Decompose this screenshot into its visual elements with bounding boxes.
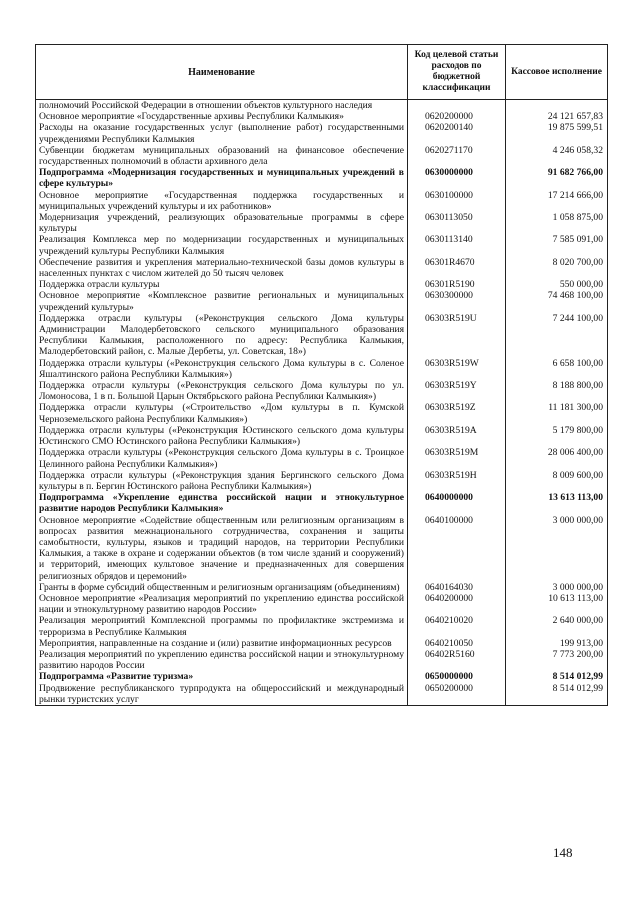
- row-name-cell: Мероприятия, направленные на создание и (или) развитие информационных ресурсов: [36, 638, 408, 649]
- column-header-amount: Кассовое исполнение: [506, 45, 608, 100]
- page-number: 148: [553, 845, 573, 860]
- row-amount-cell: 8 514 012,99: [506, 671, 608, 682]
- table-row: [36, 313, 608, 358]
- budget-execution-table: [35, 44, 608, 706]
- row-name-cell: Реализация Комплекса мер по модернизации государственных и муниципальных учреждений культуры Республики Калмыкия: [36, 234, 408, 256]
- row-name-cell: Поддержка отрасли культуры («Реконструкция Юстинского сельского дома культуры Юстинского СМО Юстинского района Республики Калмыкия»): [36, 425, 408, 447]
- row-name-cell: Поддержка отрасли культуры («Реконструкция сельского Дома культуры в с. Соленое Яшалтинского района Республики Калмыкия»): [36, 358, 408, 380]
- row-code-cell: 06303R519M: [408, 447, 506, 469]
- row-amount-cell: 19 875 599,51: [506, 122, 608, 144]
- row-name-cell: Поддержка отрасли культуры («Реконструкция здания Бергинского сельского Дома культуры в п. Бергин Юстинского района Республики Калмыкия»): [36, 470, 408, 492]
- row-name-cell: Субвенции бюджетам муниципальных образований на финансовое обеспечение государственных полномочий в области архивного дела: [36, 145, 408, 167]
- subprogram-row: [36, 492, 608, 514]
- row-amount-cell: 2 640 000,00: [506, 615, 608, 637]
- row-amount-cell: 4 246 058,32: [506, 145, 608, 167]
- row-code-cell: 06301R5190: [408, 279, 506, 290]
- row-code-cell: 06303R519Z: [408, 402, 506, 424]
- row-code-cell: 0630113140: [408, 234, 506, 256]
- table-row: [36, 425, 608, 447]
- row-amount-cell: 13 613 113,00: [506, 492, 608, 514]
- subprogram-row: [36, 671, 608, 682]
- row-amount-cell: 5 179 800,00: [506, 425, 608, 447]
- row-code-cell: 06303R519H: [408, 470, 506, 492]
- row-name-cell: Реализация мероприятий Комплексной программы по профилактике экстремизма и терроризма в Республике Калмыкия: [36, 615, 408, 637]
- table-row: [36, 234, 608, 256]
- table-row: [36, 582, 608, 593]
- table-row: [36, 615, 608, 637]
- row-name-cell: Подпрограмма «Модернизация государственных и муниципальных учреждений в сфере культуры»: [36, 167, 408, 189]
- column-header-name: Наименование: [36, 45, 408, 100]
- table-header: [36, 45, 608, 100]
- row-amount-cell: 28 006 400,00: [506, 447, 608, 469]
- table-row: [36, 380, 608, 402]
- row-name-cell: Поддержка отрасли культуры («Реконструкция сельского Дома культуры по ул. Ломоносова, 1 в п. Большой Царын Октябрьского района Республики Калмыкия»): [36, 380, 408, 402]
- row-code-cell: 0650200000: [408, 683, 506, 706]
- row-amount-cell: 7 585 091,00: [506, 234, 608, 256]
- row-name-cell: Поддержка отрасли культуры («Реконструкция сельского Дома культуры в с. Троицкое Целинного района Республики Калмыкия»): [36, 447, 408, 469]
- row-code-cell: 06402R5160: [408, 649, 506, 671]
- table-row: [36, 593, 608, 615]
- row-name-cell: Поддержка отрасли культуры («Реконструкция сельского Дома культуры Администрации Малодербетовского сельского муниципального образования Республики Калмыкия, расположенного по адресу: Республика Калмыкия, Малодербетовский район, с. Малые Дербеты, ул. Советская, 18»): [36, 313, 408, 358]
- row-name-cell: Реализация мероприятий по укреплению единства российской нации и этнокультурному развитию народов России: [36, 649, 408, 671]
- table-row: [36, 638, 608, 649]
- row-name-cell: Основное мероприятие «Государственная поддержка государственных и муниципальных учреждений культуры и их работников»: [36, 190, 408, 212]
- row-amount-cell: 1 058 875,00: [506, 212, 608, 234]
- row-amount-cell: 3 000 000,00: [506, 515, 608, 582]
- table-row: [36, 145, 608, 167]
- table-row: [36, 111, 608, 122]
- budget-table-container: [35, 44, 607, 706]
- table-row: [36, 122, 608, 144]
- row-code-cell: 0630113050: [408, 212, 506, 234]
- row-amount-cell: 8 514 012,99: [506, 683, 608, 706]
- table-row: [36, 290, 608, 312]
- table-row: [36, 279, 608, 290]
- row-code-cell: 0620200140: [408, 122, 506, 144]
- row-code-cell: 0630000000: [408, 167, 506, 189]
- row-code-cell: 0650000000: [408, 671, 506, 682]
- row-name-cell: Поддержка отрасли культуры («Строительство «Дом культуры в п. Кумской Черноземельского района Республики Калмыкия»): [36, 402, 408, 424]
- table-row: [36, 402, 608, 424]
- row-amount-cell: 17 214 666,00: [506, 190, 608, 212]
- table-row: [36, 358, 608, 380]
- row-code-cell: 06303R519W: [408, 358, 506, 380]
- row-name-cell: Основное мероприятие «Содействие общественным или религиозным организациям в вопросах развития межнационального сотрудничества, сохранения и защиты самобытности, культуры, языков и традиций народов, на территории Республики Калмыкия, а также в охране и содержании объектов (в том числе зданий и сооружений) и территорий, имеющих культовое значение и предназначенных для совершения религиозных обрядов и церемоний»: [36, 515, 408, 582]
- row-amount-cell: 199 913,00: [506, 638, 608, 649]
- row-name-cell: Модернизация учреждений, реализующих образовательные программы в сфере культуры: [36, 212, 408, 234]
- table-body: [36, 100, 608, 706]
- row-code-cell: 0640100000: [408, 515, 506, 582]
- row-amount-cell: 10 613 113,00: [506, 593, 608, 615]
- row-code-cell: 0640000000: [408, 492, 506, 514]
- row-name-cell: Подпрограмма «Развитие туризма»: [36, 671, 408, 682]
- row-code-cell: [408, 100, 506, 112]
- row-code-cell: 0620200000: [408, 111, 506, 122]
- row-name-cell: Гранты в форме субсидий общественным и религиозным организациям (объединениям): [36, 582, 408, 593]
- subprogram-row: [36, 167, 608, 189]
- table-row: [36, 470, 608, 492]
- row-amount-cell: 91 682 766,00: [506, 167, 608, 189]
- row-name-cell: Основное мероприятие «Государственные архивы Республики Калмыкия»: [36, 111, 408, 122]
- table-row: [36, 100, 608, 112]
- row-name-cell: Подпрограмма «Укрепление единства российской нации и этнокультурное развитие народов Республики Калмыкия»: [36, 492, 408, 514]
- row-amount-cell: [506, 100, 608, 112]
- row-amount-cell: 74 468 100,00: [506, 290, 608, 312]
- table-row: [36, 447, 608, 469]
- row-amount-cell: 7 773 200,00: [506, 649, 608, 671]
- row-name-cell: Основное мероприятие «Реализация мероприятий по укреплению единства российской нации и этнокультурному развитию народов России»: [36, 593, 408, 615]
- row-name-cell: Продвижение республиканского турпродукта на общероссийский и международный рынки туристских услуг: [36, 683, 408, 706]
- row-amount-cell: 550 000,00: [506, 279, 608, 290]
- row-code-cell: 06303R519A: [408, 425, 506, 447]
- table-row: [36, 649, 608, 671]
- row-amount-cell: 7 244 100,00: [506, 313, 608, 358]
- table-row: [36, 212, 608, 234]
- table-row: [36, 683, 608, 706]
- row-code-cell: 0630100000: [408, 190, 506, 212]
- row-amount-cell: 8 188 800,00: [506, 380, 608, 402]
- row-code-cell: 0640200000: [408, 593, 506, 615]
- row-amount-cell: 11 181 300,00: [506, 402, 608, 424]
- row-code-cell: 0640210050: [408, 638, 506, 649]
- row-amount-cell: 6 658 100,00: [506, 358, 608, 380]
- row-code-cell: 06303R519U: [408, 313, 506, 358]
- row-code-cell: 06303R519Y: [408, 380, 506, 402]
- row-amount-cell: 8 020 700,00: [506, 257, 608, 279]
- row-name-cell: Расходы на оказание государственных услуг (выполнение работ) государственными учреждениями Республики Калмыкия: [36, 122, 408, 144]
- row-amount-cell: 3 000 000,00: [506, 582, 608, 593]
- row-code-cell: 06301R4670: [408, 257, 506, 279]
- row-code-cell: 0640210020: [408, 615, 506, 637]
- row-code-cell: 0630300000: [408, 290, 506, 312]
- column-header-code: Код целевой статьи расходов по бюджетной классификации: [408, 45, 506, 100]
- row-name-cell: Основное мероприятие «Комплексное развитие региональных и муниципальных учреждений культуры»: [36, 290, 408, 312]
- row-name-cell: Обеспечение развития и укрепления материально-технической базы домов культуры в населенных пунктах с числом жителей до 50 тысяч человек: [36, 257, 408, 279]
- row-code-cell: 0640164030: [408, 582, 506, 593]
- row-amount-cell: 24 121 657,83: [506, 111, 608, 122]
- table-row: [36, 515, 608, 582]
- table-row: [36, 257, 608, 279]
- table-row: [36, 190, 608, 212]
- row-name-cell: полномочий Российской Федерации в отношении объектов культурного наследия: [36, 100, 408, 112]
- row-code-cell: 0620271170: [408, 145, 506, 167]
- row-amount-cell: 8 009 600,00: [506, 470, 608, 492]
- row-name-cell: Поддержка отрасли культуры: [36, 279, 408, 290]
